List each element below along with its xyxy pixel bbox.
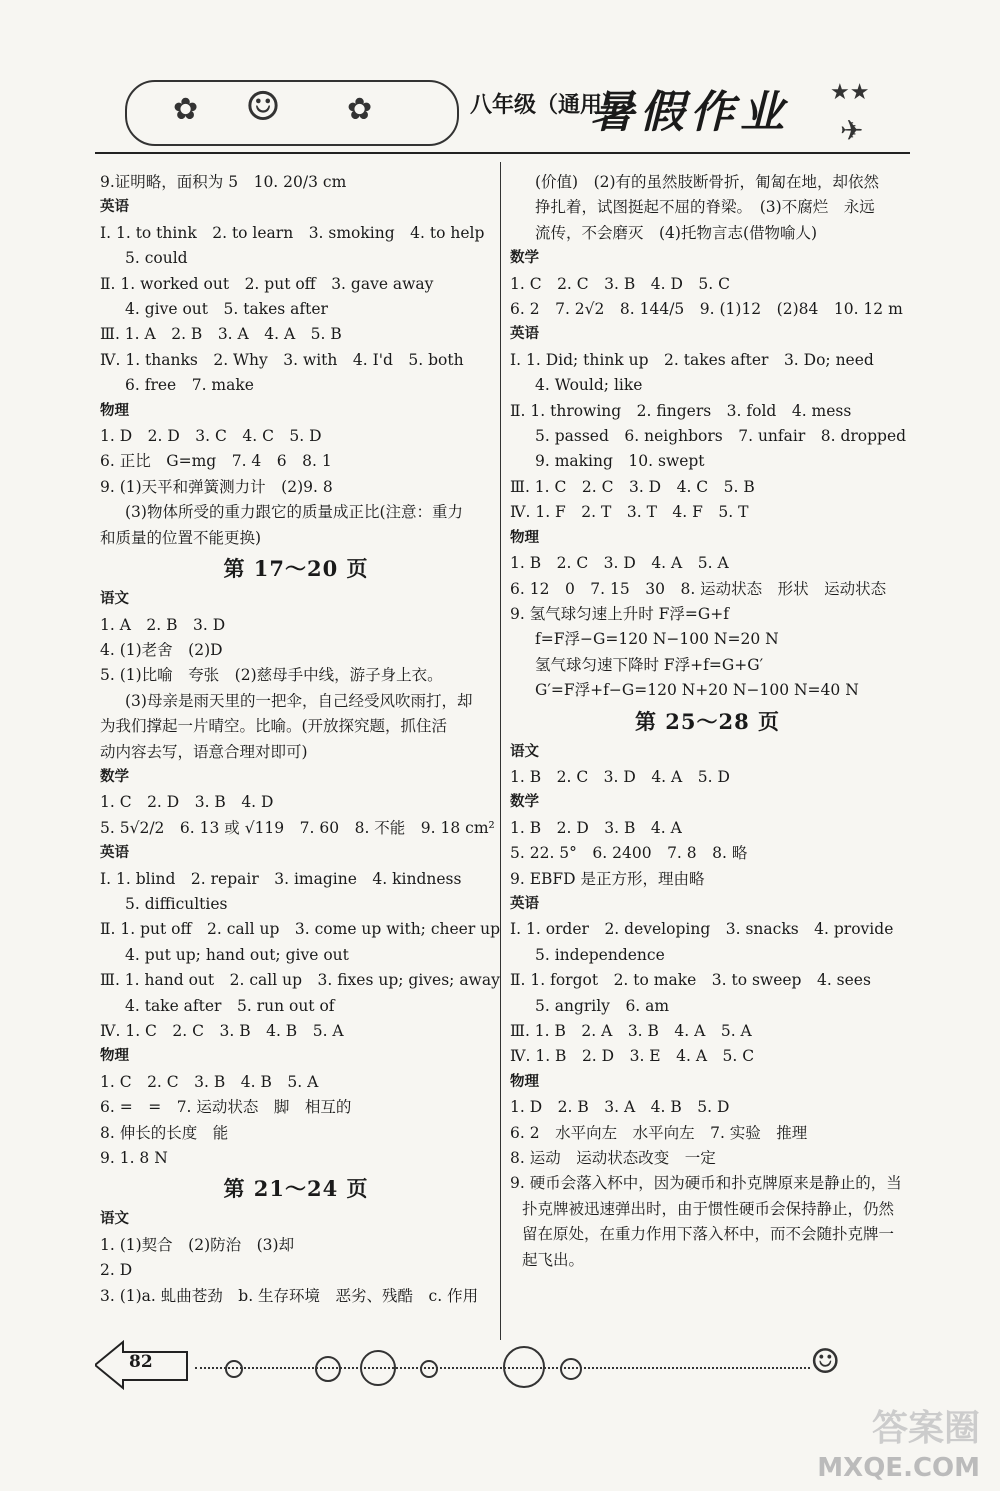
answer-line: Ⅱ. 1. forgot 2. to make 3. to sweep 4. sees	[510, 971, 871, 990]
answer-line: 5. difficulties	[125, 894, 228, 913]
subject-heading: 物理	[100, 402, 129, 419]
answer-line: 1. B 2. C 3. D 4. A 5. D	[510, 767, 730, 786]
answer-line: 6. 2 水平向左 水平向左 7. 实验 推理	[510, 1123, 808, 1142]
page-header	[95, 70, 910, 160]
answer-line: 4. (1)老舍 (2)D	[100, 640, 223, 659]
footer-ring	[503, 1346, 545, 1388]
footer-ring	[225, 1360, 243, 1378]
star-icon: ★★	[830, 80, 870, 105]
answer-line: 5. 5√2/2 6. 13 或 √119 7. 60 8. 不能 9. 18 cm²	[100, 818, 495, 837]
answer-line: 6. = = 7. 运动状态 脚 相互的	[100, 1098, 352, 1117]
answer-line: 4. give out 5. takes after	[125, 300, 328, 319]
watermark-logo: 答案圈	[871, 1408, 980, 1449]
answer-line: 9. 1. 8 N	[100, 1149, 168, 1168]
answer-line: 5. angrily 6. am	[535, 996, 670, 1015]
answer-line: 1. C 2. D 3. B 4. D	[100, 793, 274, 812]
subject-heading: 语文	[100, 591, 129, 608]
answer-line: 9. making 10. swept	[535, 452, 705, 471]
page-number: 82	[129, 1352, 153, 1372]
left-column	[100, 170, 501, 1309]
footer-ring	[360, 1350, 396, 1386]
answer-line: Ⅲ. 1. B 2. A 3. B 4. A 5. A	[510, 1022, 752, 1040]
answer-line: 9. 硬币会落入杯中，因为硬币和扑克牌原来是静止的，当扑克牌被迅速弹出时，由于惯性硬币会保持静止，仍然留在原处，在重力作用下落入杯中，而不会随扑克牌一起飞出。	[510, 1174, 902, 1269]
subject-heading: 英语	[510, 326, 539, 343]
answer-line: Ⅳ. 1. C 2. C 3. B 4. B 5. A	[100, 1022, 344, 1040]
answer-line: Ⅳ. 1. F 2. T 3. T 4. F 5. T	[510, 503, 749, 522]
answer-line: G′=F浮+f−G=120 N+20 N−100 N=40 N	[535, 681, 859, 700]
answer-line: 4. take after 5. run out of	[125, 996, 335, 1015]
answer-line: 6. 正比 G=mg 7. 4 6 8. 1	[100, 452, 332, 471]
answer-line: 1. D 2. B 3. A 4. B 5. D	[510, 1098, 730, 1117]
subject-heading: 英语	[510, 895, 539, 912]
dragon-mascot-icon: ☺	[245, 84, 281, 130]
subject-heading: 英语	[100, 845, 129, 862]
subject-heading: 数学	[510, 794, 539, 811]
subject-heading: 物理	[510, 529, 539, 546]
answer-line: 为我们撑起一片晴空。比喻。(开放探究题，抓住活	[100, 717, 448, 736]
brand-title: 暑假作业	[590, 87, 790, 138]
subject-heading: 物理	[100, 1048, 129, 1065]
answer-line: Ⅳ. 1. B 2. D 3. E 4. A 5. C	[510, 1047, 755, 1066]
answer-line: 流传，不会磨灭 (4)托物言志(借物喻人)	[535, 223, 818, 242]
answer-line: 1. A 2. B 3. D	[100, 615, 226, 634]
answer-line: 5. independence	[535, 945, 665, 964]
answer-line: (3)母亲是雨天里的一把伞，自己经受风吹雨打，却	[125, 691, 473, 710]
watermark-text: MXQE.COM	[817, 1453, 980, 1483]
answer-line: (价值) (2)有的虽然肢断骨折，匍匐在地，却依然	[535, 173, 880, 191]
header-rule	[95, 152, 910, 154]
answer-line: Ⅲ. 1. C 2. C 3. D 4. C 5. B	[510, 477, 755, 496]
answer-line: 1. B 2. C 3. D 4. A 5. A	[510, 554, 729, 573]
right-column	[510, 170, 905, 1273]
subject-heading: 语文	[100, 1211, 129, 1228]
answer-line: 8. 伸长的长度 能	[100, 1123, 229, 1142]
answer-line: Ⅲ. 1. hand out 2. call up 3. fixes up; gives; away	[100, 971, 500, 990]
answer-line: 5. could	[125, 249, 188, 268]
section-heading: 第 17～20 页	[223, 556, 369, 582]
footer-ring	[315, 1356, 341, 1382]
answer-line: 9. (1)天平和弹簧测力计 (2)9. 8	[100, 477, 333, 496]
section-heading: 第 21～24 页	[223, 1176, 369, 1202]
answer-line: 1. C 2. C 3. B 4. B 5. A	[100, 1072, 319, 1091]
answer-line: f=F浮−G=120 N−100 N=20 N	[535, 630, 779, 649]
answer-line: 1. B 2. D 3. B 4. A	[510, 818, 682, 837]
footer-ring	[420, 1360, 438, 1378]
subject-heading: 数学	[510, 250, 539, 267]
answer-line: Ⅱ. 1. throwing 2. fingers 3. fold 4. mess	[510, 401, 852, 420]
answer-line: 4. Would; like	[535, 376, 643, 395]
space-shuttle-icon: ✈	[840, 114, 864, 147]
answer-line: 5. passed 6. neighbors 7. unfair 8. dropped	[535, 427, 907, 446]
subject-heading: 语文	[510, 743, 539, 760]
answer-line: Ⅳ. 1. thanks 2. Why 3. with 4. I'd 5. both	[100, 350, 464, 369]
answer-line: Ⅱ. 1. put off 2. call up 3. come up with; cheer up	[100, 920, 501, 939]
grade-label: 八年级（通用）	[470, 93, 625, 118]
answer-line: Ⅱ. 1. worked out 2. put off 3. gave away	[100, 274, 434, 293]
page-footer	[95, 1340, 910, 1400]
answer-line: 动内容去写，语意合理对即可)	[100, 742, 308, 761]
answer-line: 9.证明略，面积为 5 10. 20/3 cm	[100, 173, 347, 191]
subject-heading: 英语	[100, 199, 129, 216]
butterfly-icon: ✿	[347, 92, 373, 127]
column-divider	[500, 162, 501, 1340]
answer-line: Ⅲ. 1. A 2. B 3. A 4. A 5. B	[100, 325, 342, 344]
answer-line: 挣扎着，试图挺起不屈的脊梁。 (3)不腐烂 永远	[535, 198, 875, 217]
answer-line: Ⅰ. 1. blind 2. repair 3. imagine 4. kindness	[100, 869, 462, 888]
answer-line: 1. (1)契合 (2)防治 (3)却	[100, 1235, 295, 1254]
answer-line: 9. 氢气球匀速上升时 F浮=G+f	[510, 604, 729, 623]
subject-heading: 物理	[510, 1073, 539, 1090]
answer-line: 6. free 7. make	[125, 376, 254, 395]
subject-heading: 数学	[100, 768, 129, 785]
butterfly-icon: ✿	[173, 92, 199, 127]
answer-line: 和质量的位置不能更换)	[100, 528, 262, 547]
answer-line: 1. D 2. D 3. C 4. C 5. D	[100, 427, 322, 446]
answer-line: 2. D	[100, 1261, 133, 1280]
answer-line: Ⅰ. 1. order 2. developing 3. snacks 4. provide	[510, 920, 894, 939]
answer-line: Ⅰ. 1. to think 2. to learn 3. smoking 4. to help	[100, 223, 485, 242]
answer-line: 5. 22. 5° 6. 2400 7. 8 8. 略	[510, 844, 748, 863]
answer-line: 9. EBFD 是正方形，理由略	[510, 869, 705, 888]
answer-line: 5. (1)比喻 夸张 (2)慈母手中线，游子身上衣。	[100, 666, 443, 685]
answer-line: 氢气球匀速下降时 F浮+f=G+G′	[535, 655, 764, 674]
answer-line: 3. (1)a. 虬曲苍劲 b. 生存环境 恶劣、残酷 c. 作用	[100, 1286, 479, 1305]
answer-line: 6. 12 0 7. 15 30 8. 运动状态 形状 运动状态	[510, 579, 887, 598]
answer-line: 6. 2 7. 2√2 8. 144/5 9. (1)12 (2)84 10. 12 m	[510, 300, 903, 319]
section-heading: 第 25～28 页	[634, 708, 781, 734]
answer-line: 8. 运动 运动状态改变 一定	[510, 1149, 716, 1168]
footer-ring	[560, 1358, 582, 1380]
answer-line: 1. C 2. C 3. B 4. D 5. C	[510, 274, 730, 293]
answer-line: (3)物体所受的重力跟它的质量成正比(注意：重力	[125, 503, 464, 522]
answer-line: 4. put up; hand out; give out	[125, 945, 349, 964]
mascot-icon: ☺	[810, 1342, 841, 1382]
answer-line: Ⅰ. 1. Did; think up 2. takes after 3. Do; need	[510, 350, 874, 369]
